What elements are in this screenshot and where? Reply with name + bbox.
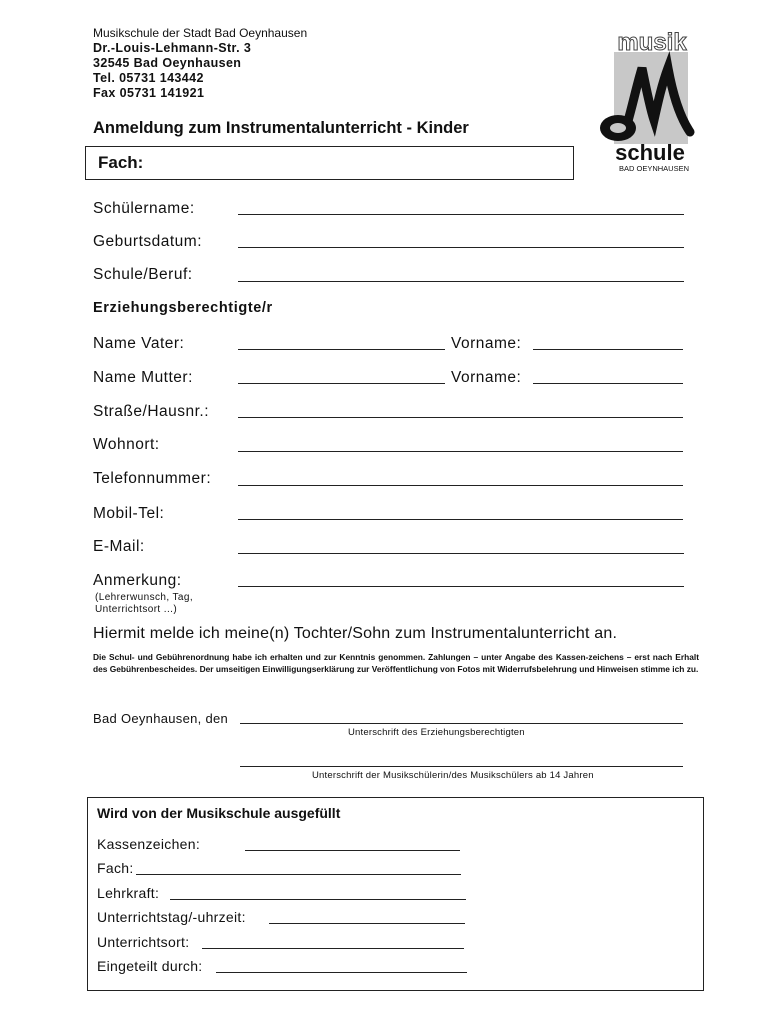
office-subject-line[interactable] bbox=[136, 874, 461, 875]
cash-code-line[interactable] bbox=[245, 850, 460, 851]
assigned-by-label: Eingeteilt durch: bbox=[97, 958, 203, 974]
birthdate-line[interactable] bbox=[238, 247, 684, 248]
guardian-signature-line[interactable] bbox=[240, 723, 683, 724]
logo-word-top: musik bbox=[617, 29, 687, 56]
guardian-signature-caption: Unterschrift des Erziehungsberechtigten bbox=[348, 727, 525, 738]
assigned-by-line[interactable] bbox=[216, 972, 467, 973]
mobile-label: Mobil-Tel: bbox=[93, 505, 165, 522]
email-line[interactable] bbox=[238, 553, 684, 554]
remark-line[interactable] bbox=[238, 586, 684, 587]
street-label: Straße/Hausnr.: bbox=[93, 403, 210, 420]
birthdate-label: Geburtsdatum: bbox=[93, 233, 203, 250]
location-label: Unterrichtsort: bbox=[97, 934, 190, 950]
father-firstname-line[interactable] bbox=[533, 349, 683, 350]
place-date-label: Bad Oeynhausen, den bbox=[93, 711, 229, 726]
father-name-label: Name Vater: bbox=[93, 335, 185, 352]
town-label: Wohnort: bbox=[93, 436, 160, 453]
fineprint-text: Die Schul- und Gebührenordnung habe ich erhalten und zur Kenntnis genommen. Zahlungen – unter Angabe des Kassen-zeichens – erst nach Erhalt des Gebührenbescheides. Der umseitigen Einwilligungserklärung zur Veröffentlichung von Fotos mit Widerrufsbelehrung und Hinweisen stimme ich zu. bbox=[93, 652, 699, 674]
school-job-line[interactable] bbox=[238, 281, 684, 282]
guardian-heading: Erziehungsberechtigte/r bbox=[93, 300, 273, 316]
street-line[interactable] bbox=[238, 417, 683, 418]
musikschule-logo bbox=[596, 28, 708, 174]
declaration-text: Hiermit melde ich meine(n) Tochter/Sohn zum Instrumentalunterricht an. bbox=[93, 625, 618, 642]
day-time-label: Unterrichtstag/-uhrzeit: bbox=[97, 909, 246, 925]
student-name-line[interactable] bbox=[238, 214, 684, 215]
mother-firstname-label: Vorname: bbox=[451, 369, 522, 386]
school-job-label: Schule/Beruf: bbox=[93, 266, 193, 283]
fax-number: Fax 05731 141921 bbox=[93, 86, 205, 100]
father-name-line[interactable] bbox=[238, 349, 445, 350]
address-street: Dr.-Louis-Lehmann-Str. 3 bbox=[93, 41, 252, 55]
logo-word-bottom: schule bbox=[615, 140, 685, 165]
mobile-line[interactable] bbox=[238, 519, 683, 520]
cash-code-label: Kassenzeichen: bbox=[97, 836, 201, 852]
address-city: 32545 Bad Oeynhausen bbox=[93, 56, 242, 70]
teacher-label: Lehrkraft: bbox=[97, 885, 160, 901]
remark-label: Anmerkung: bbox=[93, 572, 182, 589]
student-signature-caption: Unterschrift der Musikschülerin/des Musikschülers ab 14 Jahren bbox=[312, 770, 594, 781]
office-use-box bbox=[87, 797, 704, 991]
day-time-line[interactable] bbox=[269, 923, 465, 924]
mother-name-line[interactable] bbox=[238, 383, 445, 384]
remark-hint-1: (Lehrerwunsch, Tag, bbox=[95, 592, 194, 603]
remark-hint-2: Unterrichtsort ...) bbox=[95, 604, 178, 615]
fach-label: Fach: bbox=[98, 153, 144, 172]
mother-firstname-line[interactable] bbox=[533, 383, 683, 384]
school-name: Musikschule der Stadt Bad Oeynhausen bbox=[93, 26, 308, 40]
email-label: E-Mail: bbox=[93, 538, 145, 555]
town-line[interactable] bbox=[238, 451, 683, 452]
location-line[interactable] bbox=[202, 948, 464, 949]
student-signature-line[interactable] bbox=[240, 766, 683, 767]
mother-name-label: Name Mutter: bbox=[93, 369, 193, 386]
phone-number: Tel. 05731 143442 bbox=[93, 71, 204, 85]
office-subject-label: Fach: bbox=[97, 860, 134, 876]
phone-label: Telefonnummer: bbox=[93, 470, 212, 487]
teacher-line[interactable] bbox=[170, 899, 466, 900]
logo-subtitle: BAD OEYNHAUSEN bbox=[618, 164, 690, 173]
father-firstname-label: Vorname: bbox=[451, 335, 522, 352]
phone-line[interactable] bbox=[238, 485, 683, 486]
fach-box[interactable] bbox=[85, 146, 574, 180]
office-title: Wird von der Musikschule ausgefüllt bbox=[97, 805, 341, 821]
form-title: Anmeldung zum Instrumentalunterricht - Kinder bbox=[93, 119, 469, 137]
student-name-label: Schülername: bbox=[93, 200, 195, 217]
